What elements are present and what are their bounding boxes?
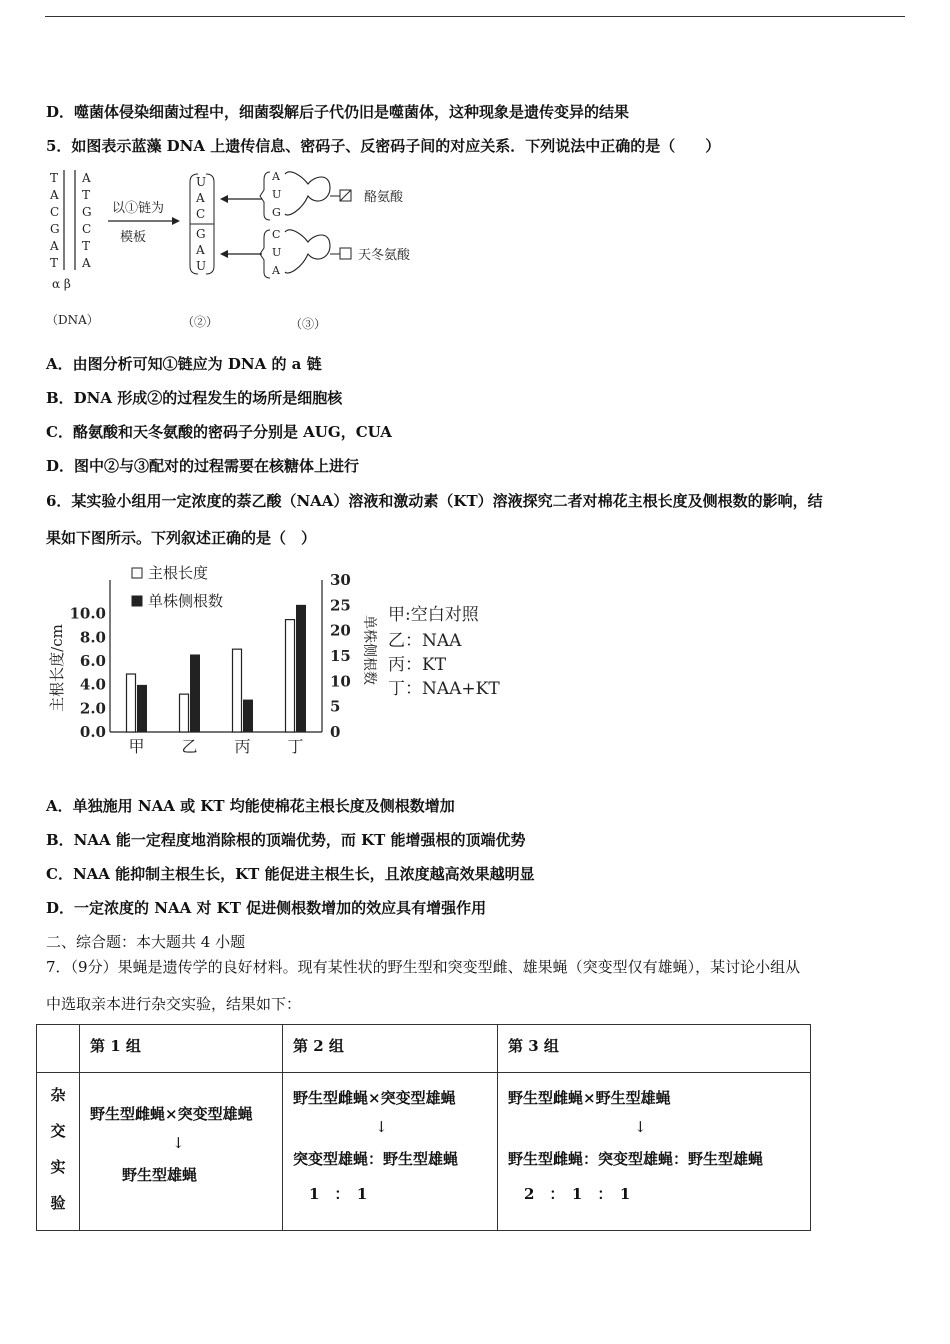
label-3: （③） <box>290 317 327 331</box>
bar-main-root-length <box>286 620 295 732</box>
bar-main-root-length <box>127 674 136 732</box>
dna-beta-base: T <box>82 188 91 202</box>
table-header-empty <box>37 1025 80 1073</box>
dna-alpha-base: T <box>50 256 59 270</box>
dna-beta-base: G <box>82 205 92 219</box>
y-tick-label: 6.0 <box>79 652 106 670</box>
aa1-box-hatch <box>340 190 351 201</box>
x-category-label: 丁 <box>287 737 304 756</box>
table-header-group1: 第 1 组 <box>80 1025 283 1073</box>
chart-note: 丁：NAA+KT <box>388 679 500 699</box>
y2-tick-label: 10 <box>330 672 351 691</box>
table-header-group3: 第 3 组 <box>498 1025 811 1073</box>
legend-swatch-lateral-roots <box>132 596 142 606</box>
bar-main-root-length <box>180 694 189 732</box>
q5-dna-figure <box>40 166 440 336</box>
q6-option-c: C．NAA 能抑制主根生长，KT 能促进主根生长，且浓度越高效果越明显 <box>46 865 535 883</box>
section2-heading: 二、综合题：本大题共 4 小题 <box>46 933 246 951</box>
q6-bar-chart <box>40 560 540 760</box>
q6-option-a: A．单独施用 NAA 或 KT 均能使棉花主根长度及侧根数增加 <box>46 797 455 815</box>
chart-note: 丙：KT <box>388 655 447 675</box>
table-cell-group3: 野生型雌蝇×野生型雄蝇 ↓ 野生型雌蝇：突变型雄蝇：野生型雄蝇 2 ： 1 ： 1 <box>498 1073 811 1231</box>
trna2-base: C <box>272 228 281 241</box>
mrna-base: U <box>196 175 207 189</box>
y2-tick-label: 25 <box>330 596 351 615</box>
dna-alpha-base: G <box>50 222 60 236</box>
mrna-base: G <box>196 227 206 241</box>
trna2-base: U <box>272 246 282 259</box>
q5-option-c: C．酪氨酸和天冬氨酸的密码子分别是 AUG，CUA <box>46 423 392 441</box>
x-category-label: 乙 <box>181 737 198 756</box>
trna1-base: G <box>272 206 281 219</box>
chart-ylabel: 主根长度/cm <box>48 624 66 712</box>
q7-line2: 中选取亲本进行杂交实验，结果如下： <box>46 995 302 1013</box>
dna-alpha-base: C <box>50 205 60 219</box>
table-row-label: 杂 交 实 验 <box>37 1073 80 1231</box>
trna1-bracket <box>260 172 270 220</box>
aa2-label: 天冬氨酸 <box>358 248 411 263</box>
y2-tick-label: 15 <box>330 647 351 665</box>
strand-labels: α β <box>52 277 71 291</box>
dna-alpha-base: A <box>50 239 59 253</box>
x-category-label: 甲 <box>128 737 145 756</box>
dna-beta-base: T <box>82 239 91 253</box>
table-cell-group1: 野生型雌蝇×突变型雄蝇 ↓ 野生型雄蝇 <box>80 1073 283 1231</box>
q5-option-b: B．DNA 形成②的过程发生的场所是细胞核 <box>46 389 343 407</box>
trna1-shape <box>285 172 330 215</box>
chart-y2label: 单株侧根数 <box>361 615 377 685</box>
dna-beta-base: A <box>82 256 91 270</box>
cross-table <box>36 1024 811 1231</box>
aa2-box <box>340 248 351 259</box>
template-text: 以①链为 <box>112 201 165 216</box>
template-text: 模板 <box>120 230 147 245</box>
bar-lateral-root-count <box>138 685 147 732</box>
y-tick-label: 0.0 <box>79 723 106 741</box>
dna-beta-base: A <box>82 171 91 185</box>
legend-main-root: 主根长度 <box>148 564 209 582</box>
y-tick-label: 8.0 <box>79 628 106 647</box>
q5-option-d: D．图中②与③配对的过程需要在核糖体上进行 <box>46 457 360 475</box>
dna-beta-base: C <box>82 222 92 236</box>
arrow-left-head <box>220 195 228 203</box>
dna-alpha-base: A <box>50 188 59 202</box>
chart-note: 乙：NAA <box>388 631 462 651</box>
trna2-base: A <box>272 264 280 277</box>
q6-option-b: B．NAA 能一定程度地消除根的顶端优势，而 KT 能增强根的顶端优势 <box>46 831 526 849</box>
y-tick-label: 2.0 <box>79 699 106 718</box>
table-cell-group2: 野生型雌蝇×突变型雄蝇 ↓ 突变型雄蝇：野生型雄蝇 1 ： 1 <box>283 1073 498 1231</box>
y2-tick-label: 30 <box>330 571 351 589</box>
label-2: （②） <box>182 315 219 329</box>
q6-stem-line2: 果如下图所示。下列叙述正确的是（ ） <box>46 529 317 547</box>
table-header-group2: 第 2 组 <box>283 1025 498 1073</box>
y2-tick-label: 20 <box>330 621 351 640</box>
legend-lateral-roots: 单株侧根数 <box>148 592 224 610</box>
mrna-base: A <box>196 243 205 257</box>
aa1-label: 酪氨酸 <box>364 190 404 205</box>
y2-tick-label: 5 <box>330 697 341 716</box>
q5-stem: 5．如图表示蓝藻 DNA 上遗传信息、密码子、反密码子间的对应关系．下列说法中正确的是（ ） <box>46 137 721 155</box>
y2-tick-label: 0 <box>330 723 341 741</box>
mrna-base: A <box>196 191 205 205</box>
y-tick-label: 10.0 <box>69 604 106 623</box>
mrna-base: U <box>196 259 207 273</box>
q5-option-a: A．由图分析可知①链应为 DNA 的 a 链 <box>46 355 322 373</box>
arrow-right-head <box>172 217 180 225</box>
trna1-base: U <box>272 188 282 201</box>
legend-swatch-main-root <box>132 568 142 578</box>
q7-line1: 7．（9分）果蝇是遗传学的良好材料。现有某性状的野生型和突变型雌、雄果蝇（突变型仅有雄蝇），某讨论小组从 <box>46 958 801 976</box>
bar-lateral-root-count <box>297 605 306 732</box>
trna2-shape <box>285 230 330 273</box>
arrow-left-head <box>220 250 228 258</box>
q4-option-d: D．噬菌体侵染细菌过程中，细菌裂解后子代仍旧是噬菌体，这种现象是遗传变异的结果 <box>46 103 630 121</box>
x-category-label: 丙 <box>234 737 251 756</box>
dna-alpha-base: T <box>50 171 59 185</box>
bar-main-root-length <box>233 649 242 732</box>
bar-lateral-root-count <box>244 700 253 732</box>
label-dna: （DNA） <box>46 313 99 327</box>
q6-option-d: D．一定浓度的 NAA 对 KT 促进侧根数增加的效应具有增强作用 <box>46 899 487 917</box>
y-tick-label: 4.0 <box>79 675 106 694</box>
top-rule <box>45 16 905 17</box>
q6-stem-line1: 6．某实验小组用一定浓度的萘乙酸（NAA）溶液和激动素（KT）溶液探究二者对棉花主根长度及侧根数的影响，结 <box>46 492 823 510</box>
chart-note: 甲:空白对照 <box>388 605 479 625</box>
mrna-base: C <box>196 207 206 221</box>
bar-lateral-root-count <box>191 655 200 732</box>
trna1-base: A <box>272 170 280 183</box>
